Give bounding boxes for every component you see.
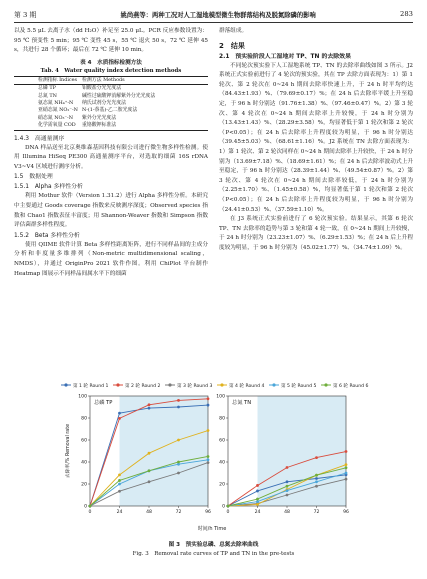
data-point	[148, 452, 151, 455]
shaded-region	[258, 396, 347, 506]
data-point	[256, 498, 259, 501]
data-point	[345, 450, 348, 453]
data-point	[207, 404, 210, 407]
issue-number: 第 3 期	[14, 11, 37, 19]
table-cell: 总磷 TP	[38, 85, 56, 92]
removal-rate-figure	[60, 388, 365, 538]
page-number: 283	[400, 10, 413, 18]
table-header-methods: 检测方法 Methods	[81, 76, 125, 83]
x-tick-label: 24	[116, 510, 123, 515]
table-cell: 化学需氧量 COD	[38, 122, 76, 129]
data-point	[177, 439, 180, 442]
table-cell: 硝态氮 NO₃⁻-N	[38, 114, 73, 121]
x-tick-label: 72	[313, 510, 320, 515]
data-point	[286, 489, 289, 492]
methods-table	[14, 76, 208, 131]
table-caption-en: Tab. 4 Water quality index detection methods	[40, 67, 182, 74]
data-point	[148, 480, 151, 483]
y-tick-label: 20	[219, 482, 225, 488]
table-row	[14, 85, 208, 93]
legend-marker	[116, 383, 119, 386]
table-cell: 钼酸盐分光光度法	[81, 85, 122, 92]
legend-label: 第 4 轮 Round 4	[229, 384, 265, 389]
data-point	[89, 505, 92, 508]
data-point	[286, 466, 289, 469]
data-point	[345, 466, 348, 469]
legend-label: 第 3 轮 Round 3	[177, 384, 213, 389]
section-2-1-paragraph-1: 不同轮次预实验下人工湿地系统 TP、TN 的去除率曲线如图 3 所示。J2 系统正式实验前进行了 4 轮次的预实验，其在 TP 去除方面表现为：1）第 1 轮次、第 2 轮次在 0~24 h 期间去除率快速上升，于 24 h 时平均约达（84.43±1.93）%、（79.69±0.17）%；在 24 h 后去除率平缓上升至稳定，于 96 h 时分别达（91.76±1.38）%、（97.46±0.47）%。2）第 3 轮次、第 4 轮次在 0~24 h 期间去除率上升较慢，于 24 h 时分别为（13.43±1.43）%、（28.29±3.58）%，均显著低于第 1 轮次和第 2 轮次（P<0.05）；在 24 h 后去除率上升程度较为明显，于 96 h 时分别达（39.45±5.03）%、（68.61±1.16）%。J2 系统在 TN 去除方面表现为：1）第 1 轮次、第 2 轮次同样在 0~24 h 期间去除率上升较快，于 24 h 时分别为（13.69±7.18）%、（18.69±1.61）%；在 24 h 后去除率波动式上升至稳定，于 96 h 时分别达（28.39±1.44）%、（49.54±0.87）%。2）第 3 轮次、第 4 轮次在 0~24 h 期间去除率较低，于 24 h 时分别为（2.25±1.70）%、（1.45±0.58）%，均显著低于第 1 轮次和第 2 轮次（P<0.05）；在 24 h 后去除率上升程度较为明显，于 96 h 时分别为（24.41±0.53）%、（37.59±1.10）%。	[219, 62, 414, 213]
panel-label: 总磷 TP	[94, 400, 113, 406]
section-1-4-3-heading: 1.4.3 高通量测序	[14, 135, 65, 142]
x-tick-label: 96	[343, 510, 349, 515]
table-cell: 紫外分光光度法	[81, 114, 117, 121]
data-point	[256, 503, 259, 506]
x-tick-label: 24	[254, 510, 261, 515]
y-tick-label: 100	[216, 394, 225, 400]
data-point	[177, 406, 180, 409]
y-axis-label: 去除率/% Removal rate	[66, 423, 71, 479]
section-1-5-heading: 1.5 数据处理	[14, 174, 53, 181]
y-tick-label: 40	[81, 460, 87, 466]
section-1-5-2-heading: 1.5.2 Beta 多样性分析	[14, 232, 80, 239]
data-point	[118, 479, 121, 482]
data-point	[315, 456, 318, 459]
section-1-5-1-heading: 1.5.1 Alpha 多样性分析	[14, 184, 83, 191]
section-2-1-heading: 2.1 预实验阶段人工湿地对 TP、TN 的去除效果	[219, 53, 351, 60]
table-row	[14, 122, 208, 130]
y-tick-label: 60	[81, 438, 87, 444]
data-point	[118, 473, 121, 476]
data-point	[118, 417, 121, 420]
data-point	[256, 500, 259, 503]
section-1-5-1-text: 利用 Mothur 软件（Version 1.31.2）进行 Alpha 多样性分析。本研究中主要通过 Goods coverage 指数来反映测序深度；Observed species 指数和 Chao1 指数表征丰富度；用 Shannon-Weaver 指数和 Simpson 指数评估菌群多样性程度。	[14, 193, 208, 229]
table-header-row	[14, 76, 208, 84]
paragraph-continuation: 群落组成。	[219, 28, 248, 34]
table-row	[14, 93, 208, 100]
data-point	[148, 403, 151, 406]
data-point	[345, 472, 348, 475]
x-tick-label: 96	[205, 510, 211, 515]
data-point	[207, 458, 210, 461]
y-tick-label: 100	[78, 394, 87, 400]
panel-label: 总氮 TN	[232, 400, 252, 406]
y-tick-label: 60	[219, 438, 225, 444]
legend-label: 第 5 轮 Round 5	[281, 384, 317, 389]
legend-marker	[64, 383, 67, 386]
x-tick-label: 48	[284, 510, 290, 515]
legend-marker	[220, 383, 223, 386]
running-header	[14, 7, 413, 21]
data-point	[118, 412, 121, 415]
legend-label: 第 2 轮 Round 2	[125, 384, 161, 389]
legend-marker	[168, 383, 171, 386]
y-tick-label: 0	[84, 504, 87, 510]
table-cell: 重铬酸钾标准法	[81, 122, 117, 129]
data-point	[177, 399, 180, 402]
section-2-1-paragraph-2: 在 J3 系统正式实验前进行了 6 轮次预实验。结果显示，其第 6 轮次 TP、TN 去除率的趋势与第 3 轮和第 4 轮一致，在 0~24 h 期间上升较慢，于 24 h 时分别为（23.23±1.07）%、（6.29±1.53）%；在 24 h 后上升程度较为明显，于 96 h 时分别为（45.02±1.77）%、（34.74±1.09）%。	[219, 216, 413, 251]
data-point	[256, 484, 259, 487]
data-point	[207, 455, 210, 458]
data-point	[315, 485, 318, 488]
data-point	[286, 480, 289, 483]
section-2-heading: 2 结果	[219, 41, 245, 50]
table-row	[14, 107, 208, 114]
data-point	[286, 485, 289, 488]
header-rule	[14, 22, 413, 23]
y-tick-label: 20	[81, 482, 87, 488]
data-point	[207, 429, 210, 432]
legend-label: 第 1 轮 Round 1	[73, 384, 109, 389]
data-point	[207, 397, 210, 400]
legend-marker	[272, 383, 275, 386]
table-cell: 纳氏试剂分光光度法	[81, 100, 126, 106]
x-tick-label: 0	[88, 510, 92, 515]
data-point	[177, 461, 180, 464]
figure-caption-en: Fig. 3 Removal rate curves of TP and TN in the pre-tests	[132, 551, 295, 557]
table-cell: 总氮 TN	[38, 92, 57, 99]
data-point	[315, 477, 318, 480]
x-tick-label: 0	[226, 510, 230, 515]
data-point	[286, 494, 289, 497]
x-axis-label: 时间/h Time	[197, 526, 227, 532]
y-tick-label: 80	[219, 416, 225, 422]
data-point	[118, 490, 121, 493]
data-point	[207, 461, 210, 464]
legend-label: 第 6 轮 Round 6	[333, 384, 369, 389]
section-1-5-2-text: 使用 QIIME 软件计算 Beta 多样性距离矩阵，进行不同样品间的主成分分析和非度量多维排列（Non-metric multidimensional scaling，NMDS），并通过 OriginPro 2021 软件作图。利用 ChiPlot 平台制作 Heatmap 图展示不同样品间属水平下的细菌	[14, 241, 208, 277]
table-cell: N-(1-萘基)-乙二胺光度法	[81, 107, 138, 114]
data-point	[148, 469, 151, 472]
x-tick-label: 72	[175, 510, 182, 515]
data-point	[227, 505, 230, 508]
y-tick-label: 0	[222, 504, 225, 510]
legend-marker	[324, 383, 327, 386]
y-tick-label: 80	[81, 416, 87, 422]
table-cell: 氨态氮 NH₄⁺-N	[38, 100, 74, 106]
figure-caption-cn: 图 3 预实验总磷、总氮去除率曲线	[168, 542, 259, 548]
right-column	[219, 27, 413, 253]
y-tick-label: 40	[219, 460, 225, 466]
table-caption-cn: 表 4 水质指标检测方法	[80, 59, 142, 66]
running-title: 姚尚燕等：两种工况对人工湿地模型微生物群落结构及脱氮除磷的影响	[120, 11, 316, 19]
table-cell: 碱性过硫酸钾消解紫外分光光度法	[81, 92, 156, 99]
data-point	[345, 463, 348, 466]
data-point	[148, 407, 151, 410]
data-point	[177, 472, 180, 475]
x-tick-label: 48	[146, 510, 152, 515]
data-point	[118, 483, 121, 486]
table-header-indices: 检测指标 Indices	[38, 76, 78, 83]
data-point	[315, 480, 318, 483]
table-cell: 亚硝态氮 NO₂⁻-N	[38, 107, 78, 114]
data-point	[315, 474, 318, 477]
paragraph-pcr: 以及 5.5 μL 去离子水（dd H₂O）补足至 25.0 μL。PCR 反应参数设置为：95 ℃ 预变性 5 min；95 ℃ 变性 45 s，55 ℃ 退火 50 s，72 ℃ 延伸 45 s，共进行 28 个循环；最后在 72 ℃ 延伸 10 min。	[14, 28, 208, 54]
data-point	[345, 478, 348, 481]
data-point	[256, 490, 259, 493]
left-column	[14, 27, 208, 279]
section-1-4-3-text: DNA 样品送至北京奥维森基因科技有限公司进行微生物多样性检测。使用 Illumina HiSeq PE300 高通量测序平台，对选取的细菌 16S rDNA V3~V4 区域进行测序分析。	[14, 144, 208, 170]
